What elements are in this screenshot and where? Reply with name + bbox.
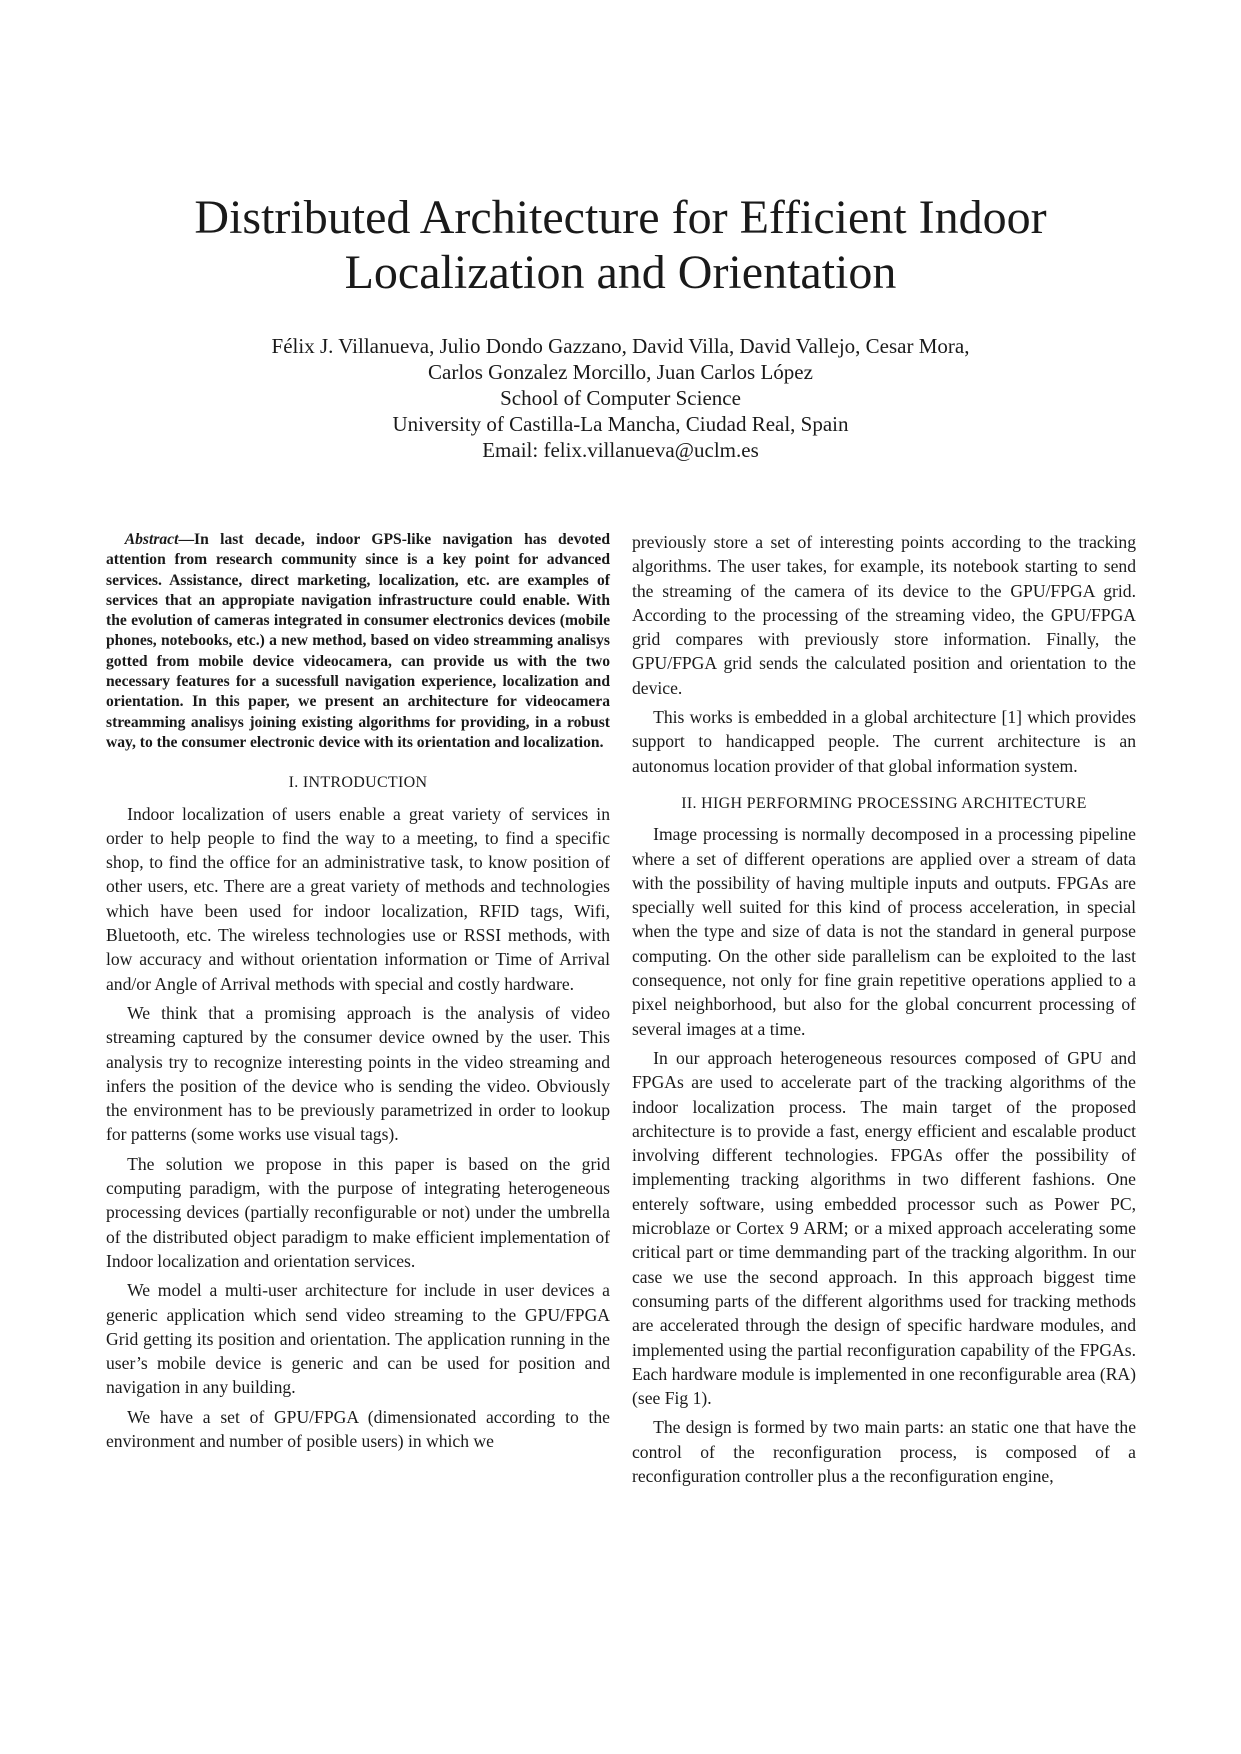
abstract-dash: — [178, 531, 195, 548]
author-email: Email: felix.villanueva@uclm.es [482, 438, 759, 462]
section-heading-architecture: II. HIGH PERFORMING PROCESSING ARCHITECTURE [681, 794, 1087, 812]
intro-paragraph-2: We think that a promising approach is the analysis of video streaming captured by the consumer device owned by the user. This analysis try to recognize interesting points in the video streaming and infers the position of the device who is sending the video. Obviously the environment has to be previously parametrized in order to lookup for patterns (some works use visual tags). [106, 1002, 610, 1145]
intro-paragraph-5-continued: previously store a set of interesting points according to the tracking algorithms. The user takes, for example, its notebook starting to send the streaming of the camera of its device to the GPU/FPGA grid. According to the processing of the streaming video, the GPU/FPGA grid compares with previously store information. Finally, the GPU/FPGA grid sends the calculated position and orientation to the device. [632, 532, 1136, 698]
abstract-lead: Abstract [124, 531, 179, 548]
architecture-paragraph-3: The design is formed by two main parts: an static one that have the control of the reconfiguration process, is composed of a reconfiguration controller plus a the reconfiguration engine, [632, 1417, 1136, 1486]
intro-paragraph-3: The solution we propose in this paper is based on the grid computing paradigm, with the purpose of integrating heterogeneous processing devices (partially reconfigurable or not) under the umbrella of the distributed object paradigm to make efficient implementation of Indoor localization and orientation services. [106, 1153, 610, 1271]
intro-paragraph-1: Indoor localization of users enable a great variety of services in order to help people to find the way to a meeting, to find a specific shop, to find the office for an administrative task, to know position of other users, etc. There are a great variety of methods and technologies which have been used for indoor localization, RFID tags, Wifi, Bluetooth, etc. The wireless technologies use or RSSI methods, with low accuracy and without orientation information or Time of Arrival and/or Angle of Arrival methods with special and costly hardware. [106, 803, 610, 994]
affiliation-university: University of Castilla-La Mancha, Ciudad Real, Spain [392, 412, 849, 436]
authors-line-1: Félix J. Villanueva, Julio Dondo Gazzano, David Villa, David Vallejo, Cesar Mora, [271, 334, 970, 358]
abstract-text: In last decade, indoor GPS-like navigation has devoted attention from research community since is a key point for advanced services. Assistance, direct marketing, localization, etc. are examples of services that an appropiate navigation infrastructure could enable. With the evolution of cameras integrated in consumer electronics devices (mobile phones, notebooks, etc.) a new method, based on video streamming analisys gotted from mobile device videocamera, can provide us with the two necessary features for a sucessfull navigation experience, localization and orientation. In this paper, we present an architecture for videocamera streamming analisys joining existing algorithms for providing, in a robust way, to the consumer electronic device with its orientation and localization. [106, 531, 610, 751]
author-block [100, 333, 1141, 463]
right-column [632, 530, 1136, 1493]
section-heading-introduction: I. INTRODUCTION [288, 774, 428, 792]
title-line-1: Distributed Architecture for Efficient Indoor [194, 191, 1047, 244]
architecture-paragraph-2: In our approach heterogeneous resources composed of GPU and FPGAs are used to accelerate part of the tracking algorithms of the indoor localization process. The main target of the proposed architecture is to provide a fast, energy efficient and escalable product involving different technologies. FPGAs offer the possibility of implementing tracking algorithms in two different fashions. One enterely software, using embedded processor such as Power PC, microblaze or Cortex 9 ARM; or a mixed approach accelerating some critical part or time demmanding part of the tracking algorithm. In our case we use the second approach. In this approach biggest time consuming parts of the different algorithms used for tracking methods are accelerated through the design of specific hardware modules, and implemented using the partial reconfiguration capability of the FPGAs. Each hardware module is implemented in one reconfigurable area (RA) (see Fig 1). [632, 1047, 1136, 1409]
intro-paragraph-5: We have a set of GPU/FPGA (dimensionated according to the environment and number of posible users) in which we [106, 1406, 610, 1451]
abstract [106, 530, 610, 753]
architecture-paragraph-1: Image processing is normally decomposed in a processing pipeline where a set of different operations are applied over a stream of data with the possibility of having multiple inputs and outputs. FPGAs are specially well suited for this kind of process acceleration, in special when the type and size of data is not the standard in general purpose computing. On the other side parallelism can be exploited to the last consequence, not only for fine grain repetitive operations applied to a pixel neighborhood, but also for the global concurrent processing of several images at a time. [632, 824, 1136, 1039]
intro-paragraph-4: We model a multi-user architecture for include in user devices a generic application which send video streaming to the GPU/FPGA Grid getting its position and orientation. The application running in the user’s mobile device is generic and can be used for position and navigation in any building. [106, 1280, 610, 1398]
intro-paragraph-6: This works is embedded in a global architecture [1] which provides support to handicapped people. The current architecture is an autonomus location provider of that global information system. [632, 707, 1136, 776]
paper-title [100, 190, 1141, 300]
title-line-2: Localization and Orientation [344, 246, 897, 299]
authors-line-2: Carlos Gonzalez Morcillo, Juan Carlos López [428, 360, 813, 384]
left-column [106, 530, 610, 1458]
affiliation-school: School of Computer Science [500, 386, 741, 410]
